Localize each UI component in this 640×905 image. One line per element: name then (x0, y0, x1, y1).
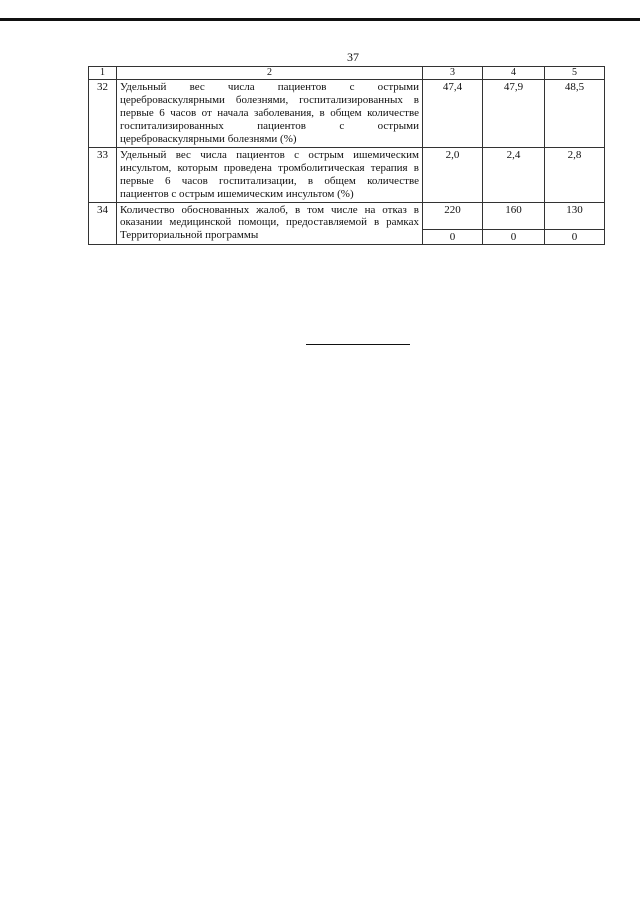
indicators-table (88, 66, 605, 245)
table-row (89, 79, 605, 147)
value-cell: 2,4 (483, 147, 545, 202)
value-cell: 48,5 (545, 79, 605, 147)
closing-rule (306, 344, 410, 345)
value-cell: 220 (423, 202, 483, 229)
header-cell: 5 (545, 67, 605, 80)
row-number: 33 (89, 147, 117, 202)
value-cell: 2,0 (423, 147, 483, 202)
header-cell: 2 (117, 67, 423, 80)
top-rule (0, 18, 640, 21)
indicator-text: Удельный вес числа пациентов с острыми цереброваскулярными болезнями, госпитализированных в первые 6 часов от начала заболевания, в общем количестве госпитализированных пациентов с острыми цереброваскулярными болезнями (%) (117, 79, 423, 147)
row-number: 34 (89, 202, 117, 245)
value-cell: 0 (545, 229, 605, 245)
row-number: 32 (89, 79, 117, 147)
table-row (89, 147, 605, 202)
header-cell: 4 (483, 67, 545, 80)
indicator-text: Количество обоснованных жалоб, в том числе на отказ в оказании медицинской помощи, предоставляемой в рамках Территориальной программы (117, 202, 423, 245)
value-cell: 47,9 (483, 79, 545, 147)
table-header-row (89, 67, 605, 80)
value-cell: 0 (483, 229, 545, 245)
indicator-text: Удельный вес числа пациентов с острым ишемическим инсультом, которым проведена тромболитическая терапия в первые 6 часов госпитализации, в общем количестве пациентов с острым ишемическим инсультом (%) (117, 147, 423, 202)
table-row (89, 202, 605, 229)
value-cell: 2,8 (545, 147, 605, 202)
page-number: 37 (347, 50, 359, 64)
value-cell: 130 (545, 202, 605, 229)
value-cell: 160 (483, 202, 545, 229)
value-cell: 47,4 (423, 79, 483, 147)
value-cell: 0 (423, 229, 483, 245)
header-cell: 3 (423, 67, 483, 80)
header-cell: 1 (89, 67, 117, 80)
